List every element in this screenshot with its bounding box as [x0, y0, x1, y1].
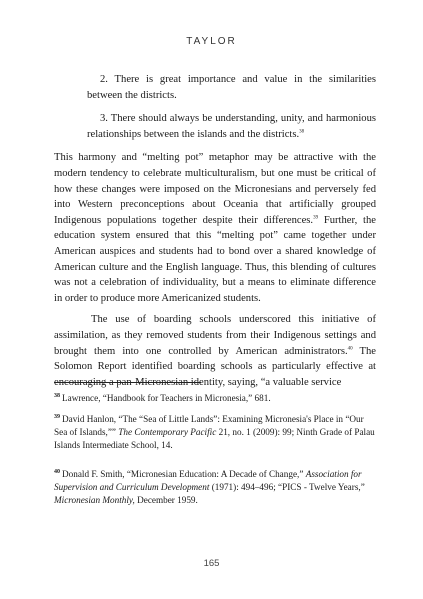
footnote-journal-title: The Contemporary Pacific [118, 427, 217, 437]
footnote-text: Donald F. Smith, “Micronesian Education: A Decade of Change,” [62, 469, 306, 479]
footnote-journal-title: Micronesian Monthly, [54, 495, 135, 505]
note-ref[interactable]: 40 [347, 345, 353, 351]
paragraph-1 [54, 150, 376, 306]
quote-item-3-text: 3. There should always be understanding, unity, and harmonious relationships between the islands and the districts. [87, 113, 376, 140]
footnote-number: 38 [54, 392, 60, 399]
footnote-text: December 1959. [134, 495, 198, 505]
footnote-divider [54, 382, 201, 383]
footnote-text: David Hanlon, “The “Sea of Little Lands”: Examining Micronesia's Place in “Our Sea of Islands,”” [54, 414, 364, 437]
footnote-40 [54, 468, 376, 507]
footnotes [54, 392, 376, 515]
page-number: 165 [203, 558, 220, 569]
footnote-journal-title: Association for Supervision and Curriculum Development [54, 469, 362, 492]
quote-item-2: 2. There is great importance and value in the similarities between the districts. [87, 74, 376, 101]
footnote-text: 21, no. 1 (2009): 99; Ninth Grade of Palau Islands Intermediate School, 14. [54, 427, 375, 450]
quote-item-3 [87, 111, 376, 142]
footnote-39 [54, 413, 376, 452]
paragraph-2 [54, 312, 376, 390]
footnote-number: 39 [54, 413, 60, 420]
running-head: TAYLOR [186, 36, 237, 47]
note-ref[interactable]: 39 [313, 215, 319, 221]
paragraph-1-text-a: This harmony and “melting pot” metaphor may be attractive with the modern tendency to celebrate multiculturalism, but one must be critical of how these changes were imposed on the Micronesians and perversely fed into Western preconceptions about Oceania that artificially grouped Indigenous populations together despite their differences. [54, 152, 376, 226]
footnote-38 [54, 392, 376, 405]
paragraph-1-text-b: Further, the education system ensured that this “melting pot” came together under American auspices and students had to bond over a shared knowledge of American culture and the English language. Thus, this blending of cultures was not a celebration of individuality, but a means to eliminate difference in order to produce more Americanized students. [54, 214, 376, 304]
paragraph-2-text-b: The Solomon Report identified boarding schools as particularly effective at encouraging a pan-Micronesian identity, saying, “a valuable service [54, 345, 376, 388]
paragraph-2-text-a: The use of boarding schools underscored this initiative of assimilation, as they removed students from their Indigenous settings and brought them into one controlled by American administrators. [54, 314, 376, 357]
body-text [54, 72, 376, 396]
footnote-number: 40 [54, 468, 60, 475]
note-ref[interactable]: 38 [299, 129, 305, 135]
footnote-text: Lawrence, “Handbook for Teachers in Micronesia,” 681. [62, 393, 271, 403]
footnote-text: (1971): 494–496; “PICS - Twelve Years,” [209, 482, 365, 492]
